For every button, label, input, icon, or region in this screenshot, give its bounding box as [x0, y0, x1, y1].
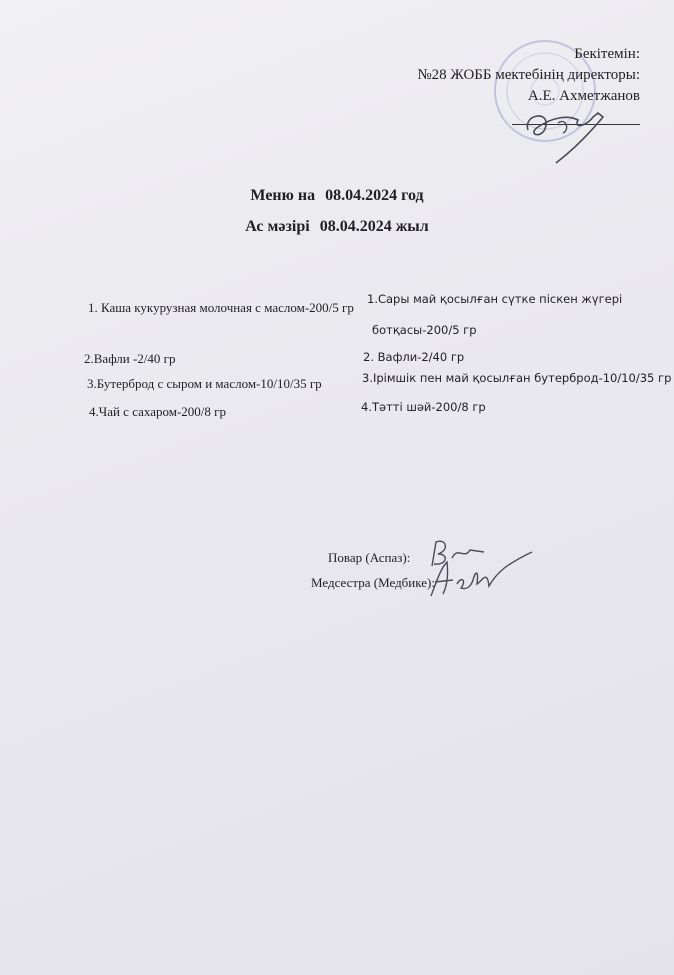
menu-ru-item-4: 4.Чай с сахаром-200/8 гр — [89, 404, 226, 419]
title-ru-date: 08.04.2024 год — [325, 187, 424, 204]
menu-ru-item-3: 3.Бутерброд с сыром и маслом-10/10/35 гр — [87, 376, 322, 391]
title-ru-label: Меню на — [250, 187, 316, 204]
director-signature — [518, 95, 618, 165]
approval-heading: Бекітемін: — [574, 46, 640, 62]
menu-kz-item-2: 2. Вафли-2/40 гр — [363, 350, 465, 364]
title-ru — [0, 187, 674, 205]
menu-kz-item-4: 4.Тәтті шәй-200/8 гр — [361, 400, 486, 414]
director-position: №28 ЖОББ мектебінің директоры: — [417, 67, 640, 83]
menu-kz-item-1-line-1: 1.Сары май қосылған сүтке піскен жүгері — [367, 292, 623, 306]
menu-kz-item-1-line-2: ботқасы-200/5 гр — [372, 323, 477, 337]
menu-kz-item-3: 3.Ірімшік пен май қосылған бутерброд-10/10/35 гр — [362, 371, 672, 385]
menu-ru-item-1: 1. Каша кукурузная молочная с маслом-200/5 гр — [88, 300, 354, 315]
nurse-label: Медсестра (Медбике): — [311, 575, 435, 590]
title-kz — [0, 218, 674, 236]
nurse-signature — [427, 550, 537, 600]
menu-ru-item-2: 2.Вафли -2/40 гр — [84, 351, 176, 366]
director-name: А.Е. Ахметжанов — [527, 88, 640, 104]
title-kz-date: 08.04.2024 жыл — [319, 218, 429, 235]
cook-label: Повар (Аспаз): — [328, 550, 411, 565]
title-kz-label: Ас мәзірі — [245, 218, 310, 235]
